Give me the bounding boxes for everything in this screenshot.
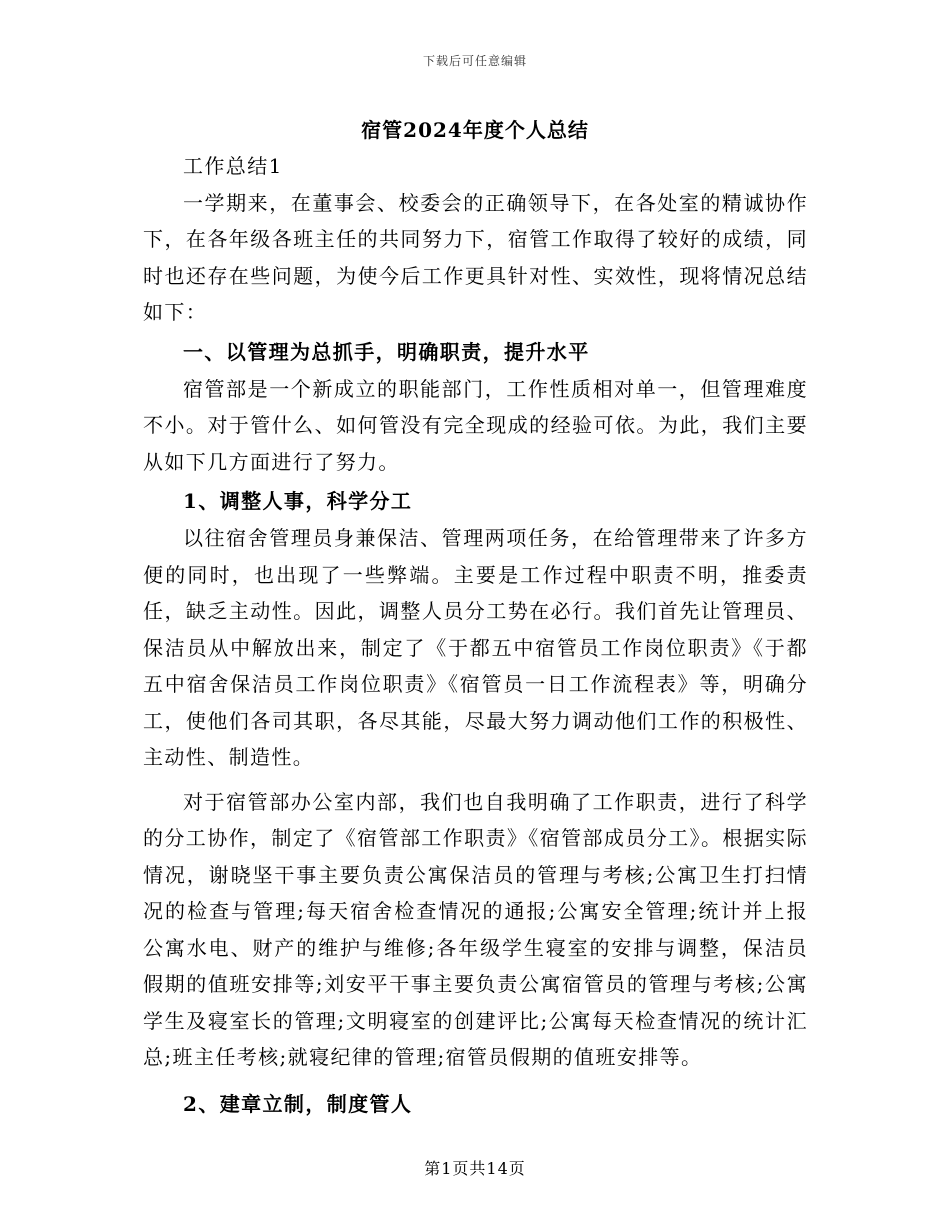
subsection-heading-2: 2、建章立制，制度管人 [183, 1091, 413, 1116]
paragraph-work-summary-label: 工作总结1 [183, 154, 283, 178]
paragraph-intro: 一学期来，在董事会、校委会的正确领导下，在各处室的精诚协作下，在各年级各班主任的共同努力下，宿管工作取得了较好的成绩，同时也还存在些问题，为使今后工作更具针对性、实效性，现将情况总结如下： [143, 190, 808, 324]
page-header-note: 下载后可任意编辑 [422, 54, 527, 68]
section-heading-1: 一、以管理为总抓手，明确职责，提升水平 [183, 339, 590, 364]
paragraph-office-duties: 对于宿管部办公室内部，我们也自我明确了工作职责，进行了科学的分工协作，制定了《宿管部工作职责》《宿管部成员分工》。根据实际情况，谢晓坚干事主要负责公寓保洁员的管理与考核;公寓卫生打扫情况的检查与管理;每天宿舍检查情况的通报;公寓安全管理;统计并上报公寓水电、财产的维护与维修;各年级学生寝室的安排与调整，保洁员假期的值班安排等;刘安平干事主要负责公寓宿管员的管理与考核;公寓学生及寝室长的管理;文明寝室的创建评比;公寓每天检查情况的统计汇总;班主任考核;就寝纪律的管理;宿管员假期的值班安排等。 [143, 789, 808, 1069]
subsection-heading-1: 1、调整人事，科学分工 [183, 489, 413, 513]
page-number-footer: 第1页共14页 [424, 1159, 526, 1178]
document-body [143, 148, 808, 1123]
paragraph-section-1-intro: 宿管部是一个新成立的职能部门，工作性质相对单一，但管理难度不小。对于管什么、如何管没有完全现成的经验可依。为此，我们主要从如下几方面进行了努力。 [143, 376, 808, 474]
document-title: 宿管2024年度个人总结 [361, 118, 589, 142]
paragraph-staffing: 以往宿舍管理员身兼保洁、管理两项任务，在给管理带来了许多方便的同时，也出现了一些弊端。主要是工作过程中职责不明，推委责任，缺乏主动性。因此，调整人员分工势在必行。我们首先让管理员、保洁员从中解放出来，制定了《于都五中宿管员工作岗位职责》《于都五中宿舍保洁员工作岗位职责》《宿管员一日工作流程表》等，明确分工，使他们各司其职，各尽其能，尽最大努力调动他们工作的积极性、主动性、制造性。 [143, 526, 808, 769]
